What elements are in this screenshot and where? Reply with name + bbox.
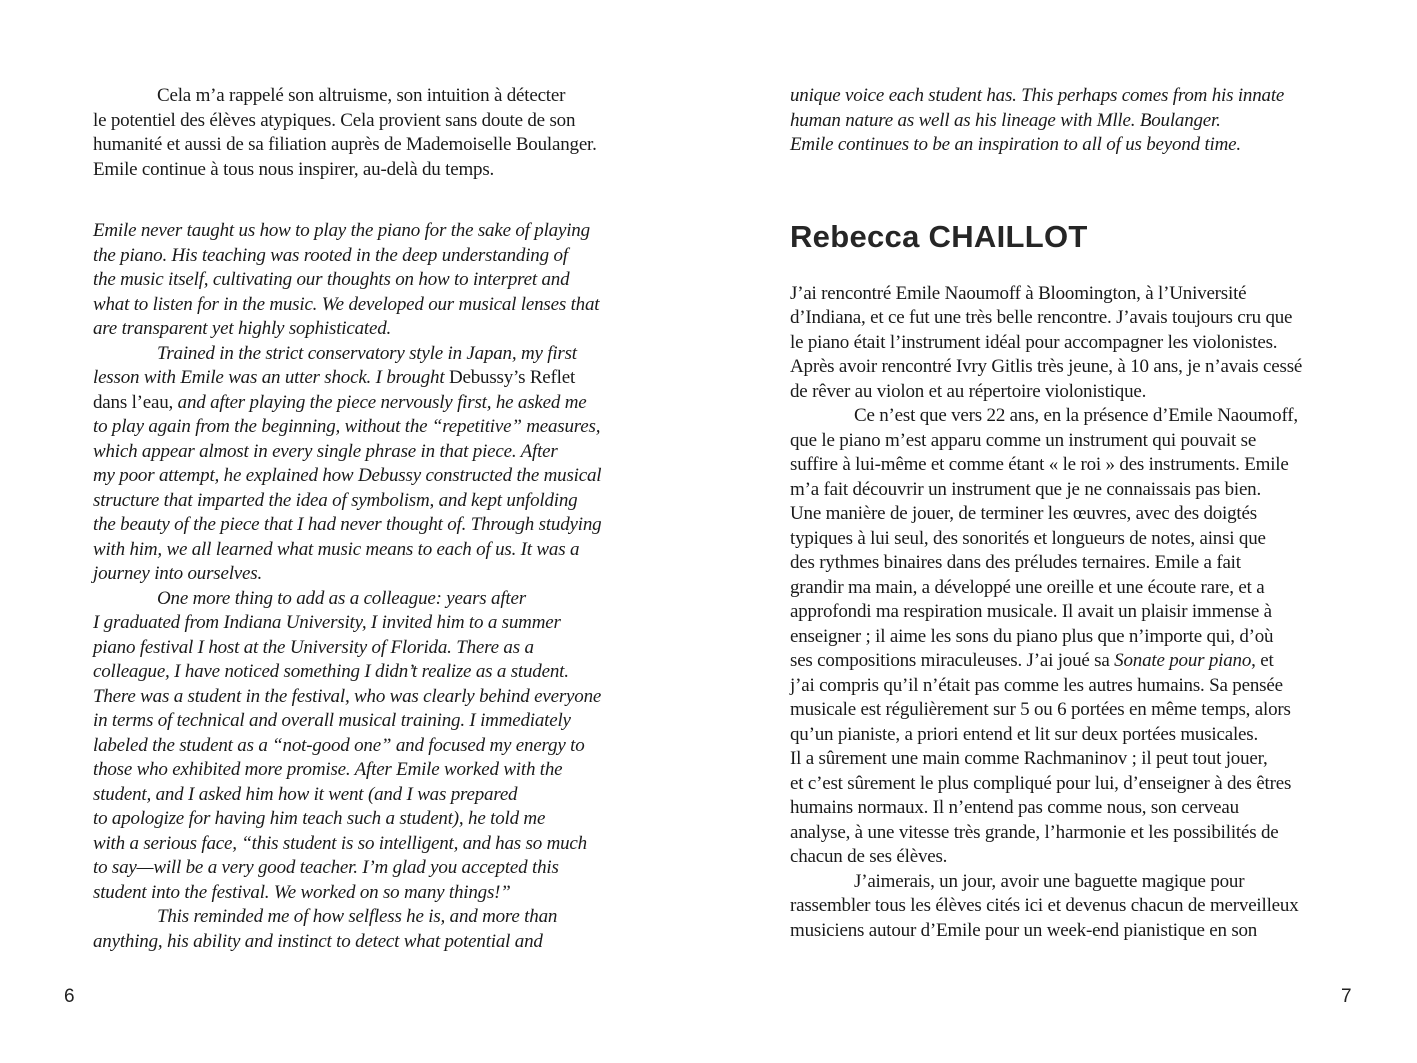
text-line: the music itself, cultivating our thoughts on how to interpret and (93, 269, 570, 290)
paragraph (790, 404, 1390, 870)
text-line: de rêver au violon et au répertoire violonistique. (790, 380, 1147, 402)
text-line: There was a student in the festival, who was clearly behind everyone (93, 685, 602, 707)
text-line: Cela m’a rappelé son altruisme, son intuition à détecter (157, 85, 566, 106)
text-line: approfondi ma respiration musicale. Il avait un plaisir immense à (790, 601, 1272, 622)
paragraph (790, 84, 1390, 158)
section-heading: Rebecca CHAILLOT (790, 218, 1088, 254)
paragraph (93, 219, 693, 342)
text-line: le piano était l’instrument idéal pour accompagner les violonistes. (790, 331, 1278, 353)
text-line: des rythmes binaires dans des préludes ternaires. Emile a fait (790, 552, 1241, 573)
text-line: Emile continues to be an inspiration to all of us beyond time. (790, 134, 1241, 155)
text-line: d’Indiana, et ce fut une très belle rencontre. J’avais toujours cru que (790, 307, 1293, 328)
text-line: Emile continue à tous nous inspirer, au-delà du temps. (93, 158, 495, 180)
text-line: my poor attempt, he explained how Debussy constructed the musical (93, 465, 602, 486)
page-left-column (93, 84, 693, 954)
text-line: que le piano m’est apparu comme un instrument qui pouvait se (790, 429, 1257, 451)
text-line: Après avoir rencontré Ivry Gitlis très jeune, à 10 ans, je n’avais cessé (790, 356, 1303, 377)
text-line: the piano. His teaching was rooted in the deep understanding of (93, 244, 568, 266)
text-line: to play again from the beginning, without the “repetitive” measures, (93, 416, 601, 437)
text-line: musiciens autour d’Emile pour un week-end pianistique en son (790, 919, 1258, 941)
text-line: et c’est sûrement le plus compliqué pour lui, d’enseigner à des êtres (790, 772, 1292, 794)
text-line: m’a fait découvrir un instrument que je ne connaissais pas bien. (790, 478, 1262, 500)
text-line: labeled the student as a “not-good one” and focused my energy to (93, 734, 585, 756)
text-line: to apologize for having him teach such a student), he told me (93, 808, 546, 829)
paragraph (93, 84, 693, 182)
text-line: Trained in the strict conservatory style in Japan, my first (157, 342, 577, 364)
text-line: with a serious face, “this student is so intelligent, and has so much (93, 832, 587, 854)
text-line: those who exhibited more promise. After Emile worked with the (93, 759, 563, 780)
text-line: J’ai rencontré Emile Naoumoff à Bloomington, à l’Université (790, 282, 1247, 304)
text-line: One more thing to add as a colleague: years after (157, 587, 526, 609)
text-line: which appear almost in every single phrase in that piece. After (93, 440, 558, 462)
text-line: to say—will be a very good teacher. I’m glad you accepted this (93, 857, 559, 878)
text-line: piano festival I host at the University of Florida. There as a (93, 636, 534, 658)
text-line: suffire à lui-même et comme étant « le roi » des instruments. Emile (790, 454, 1289, 475)
paragraph (790, 870, 1390, 944)
text-line: analyse, à une vitesse très grande, l’harmonie et les possibilités de (790, 821, 1279, 843)
text-line: Emile never taught us how to play the piano for the sake of playing (93, 220, 590, 241)
text-line: colleague, I have noticed something I didn’t realize as a student. (93, 661, 569, 682)
text-line: humanité et aussi de sa filiation auprès de Mademoiselle Boulanger. (93, 134, 597, 155)
text-line: qu’un pianiste, a priori entend et lit sur deux portées musicales. (790, 723, 1259, 745)
text-line: what to listen for in the music. We developed our musical lenses that (93, 293, 600, 315)
text-line: Il a sûrement une main comme Rachmaninov ; il peut tout jouer, (790, 748, 1268, 769)
page-right-column (790, 84, 1390, 943)
paragraph (93, 905, 693, 954)
text-line: le potentiel des élèves atypiques. Cela provient sans doute de son (93, 109, 576, 131)
text-line: the beauty of the piece that I had never thought of. Through studying (93, 514, 602, 535)
text-line: I graduated from Indiana University, I invited him to a summer (93, 612, 561, 633)
text-line: chacun de ses élèves. (790, 846, 948, 867)
text-line: are transparent yet highly sophisticated. (93, 318, 392, 339)
text-line: musicale est régulièrement sur 5 ou 6 portées en même temps, alors (790, 699, 1291, 720)
text-line: structure that imparted the idea of symbolism, and kept unfolding (93, 489, 578, 511)
text-line: human nature as well as his lineage with Mlle. Boulanger. (790, 109, 1221, 131)
text-line: lesson with Emile was an utter shock. I brought Debussy’s Reflet (93, 367, 576, 388)
text-line: ses compositions miraculeuses. J’ai joué sa Sonate pour piano, et (790, 650, 1274, 671)
text-line: enseigner ; il aime les sons du piano plus que n’importe qui, d’où (790, 625, 1274, 647)
text-line: in terms of technical and overall musical training. I immediately (93, 710, 571, 731)
text-line: dans l’eau, and after playing the piece nervously first, he asked me (93, 391, 587, 413)
page-number-right: 7 (1341, 986, 1352, 1007)
text-line: anything, his ability and instinct to detect what potential and (93, 930, 543, 952)
text-line: typiques à lui seul, des sonorités et longueurs de notes, ainsi que (790, 527, 1266, 549)
paragraph (790, 282, 1390, 405)
paragraph (93, 587, 693, 906)
page-number-left: 6 (64, 986, 75, 1007)
text-line: student, and I asked him how it went (and I was prepared (93, 783, 518, 805)
text-line: student into the festival. We worked on so many things!” (93, 881, 511, 903)
text-line: rassembler tous les élèves cités ici et devenus chacun de merveilleux (790, 895, 1299, 916)
text-line: humains normaux. Il n’entend pas comme nous, son cerveau (790, 797, 1239, 818)
text-line: unique voice each student has. This perhaps comes from his innate (790, 85, 1285, 106)
paragraph (93, 342, 693, 587)
text-line: j’ai compris qu’il n’était pas comme les autres humains. Sa pensée (790, 674, 1283, 696)
text-line: with him, we all learned what music means to each of us. It was a (93, 538, 580, 560)
text-line: This reminded me of how selfless he is, and more than (157, 906, 558, 927)
text-line: journey into ourselves. (93, 563, 263, 584)
text-line: J’aimerais, un jour, avoir une baguette magique pour (854, 870, 1245, 892)
text-line: Une manière de jouer, de terminer les œuvres, avec des doigtés (790, 503, 1257, 524)
text-line: grandir ma main, a développé une oreille et une écoute rare, et a (790, 576, 1265, 598)
text-line: Ce n’est que vers 22 ans, en la présence d’Emile Naoumoff, (854, 405, 1298, 426)
